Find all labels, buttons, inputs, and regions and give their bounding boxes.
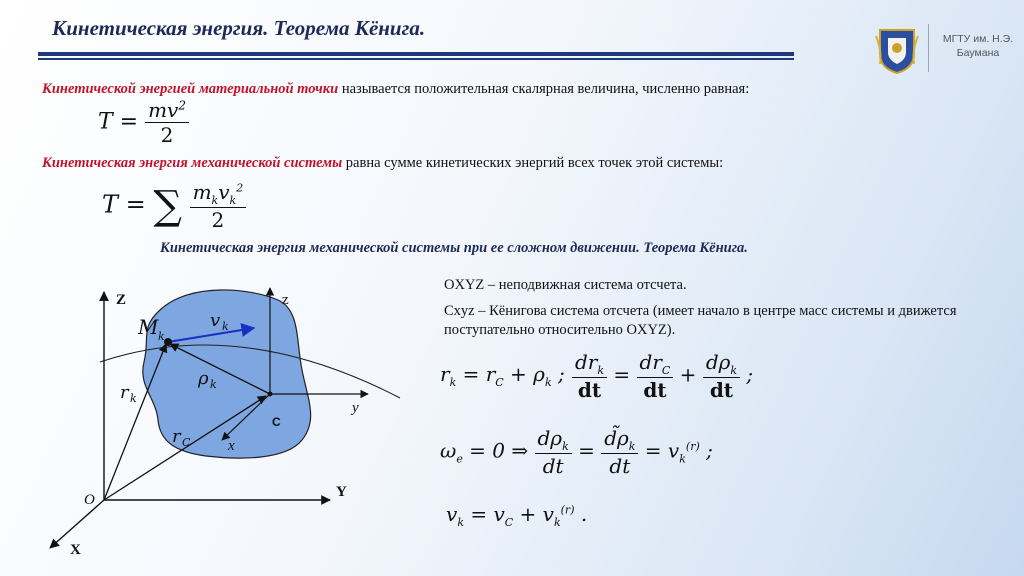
label-v-sub: k: [222, 320, 229, 333]
label-y: y: [352, 400, 359, 416]
label-x: x: [228, 438, 235, 454]
point-definition: [42, 79, 749, 99]
label-M: M: [138, 315, 159, 339]
title-rule: [38, 52, 794, 56]
position-equation: $r_k = r_C + \rho_k$ ;: [440, 362, 565, 389]
label-Y: Y: [336, 484, 347, 500]
label-rho: ρ: [198, 368, 209, 389]
axis-X: [50, 500, 104, 548]
label-M-sub: k: [158, 330, 165, 343]
koenig-subheading: Кинетическая энергия механической системы при ее сложном движении. Теорема Кёнига.: [160, 240, 748, 256]
label-v: v: [210, 310, 221, 331]
title-rule-thin: [38, 58, 794, 60]
label-r-sub: k: [130, 392, 137, 405]
angular-velocity-equation: $\omega_e = 0$ ⇒ $\frac{d\rho_k}{dt}$ = $\frac{d̃\rho_k}{dt}$ = $v_k^{(r)}$ ;: [440, 426, 713, 478]
logo-separator: [928, 24, 929, 72]
slide-title: Кинетическая энергия. Теорема Кёнига.: [52, 16, 426, 40]
label-Z: Z: [116, 292, 127, 308]
koenig-diagram: [0, 270, 440, 576]
vector-rk: [104, 344, 166, 500]
velocity-sum-equation: $v_k = v_C + v_k^{(r)}$ .: [446, 502, 588, 529]
label-rC: r: [172, 426, 181, 447]
system-energy-formula: T = ∑ $\frac{m_kv_k^2}{2}$: [102, 180, 246, 232]
label-O: O: [84, 492, 95, 508]
label-r: r: [120, 382, 129, 403]
point-text: называется положительная скалярная величина, численно равная:: [338, 81, 750, 97]
system-definition: [42, 153, 723, 173]
label-z: z: [282, 292, 289, 308]
point-C: [268, 392, 273, 397]
label-rho-sub: k: [210, 378, 217, 391]
velocity-derivative-equation: $\frac{dr_k}{dt}$ = $\frac{dr_C}{dt}$ + $\frac{d\rho_k}{dt}$ ;: [572, 350, 753, 402]
oxyz-description: OXYZ – неподвижная система отсчета.: [444, 277, 687, 293]
bmstu-emblem-icon: [874, 24, 920, 74]
institution-name: МГТУ им. Н.Э. Баумана: [942, 33, 1014, 59]
cxyz-description: Cxyz – Кёнигова система отсчета (имеет начало в центре масс системы и движется поступательно относительно OXYZ).: [444, 303, 957, 338]
label-C: C: [272, 415, 281, 429]
point-energy-formula: T = $\frac{mv^2}{2}$: [98, 98, 189, 147]
system-term: Кинетическая энергия механической системы: [42, 155, 343, 171]
point-Mk: [164, 338, 172, 346]
label-rC-sub: C: [182, 436, 191, 449]
rigid-body-blob: [143, 290, 311, 458]
system-text: равна сумме кинетических энергий всех точек этой системы:: [342, 155, 724, 171]
point-term: Кинетической энергией материальной точки: [42, 81, 339, 97]
label-X: X: [70, 542, 81, 558]
